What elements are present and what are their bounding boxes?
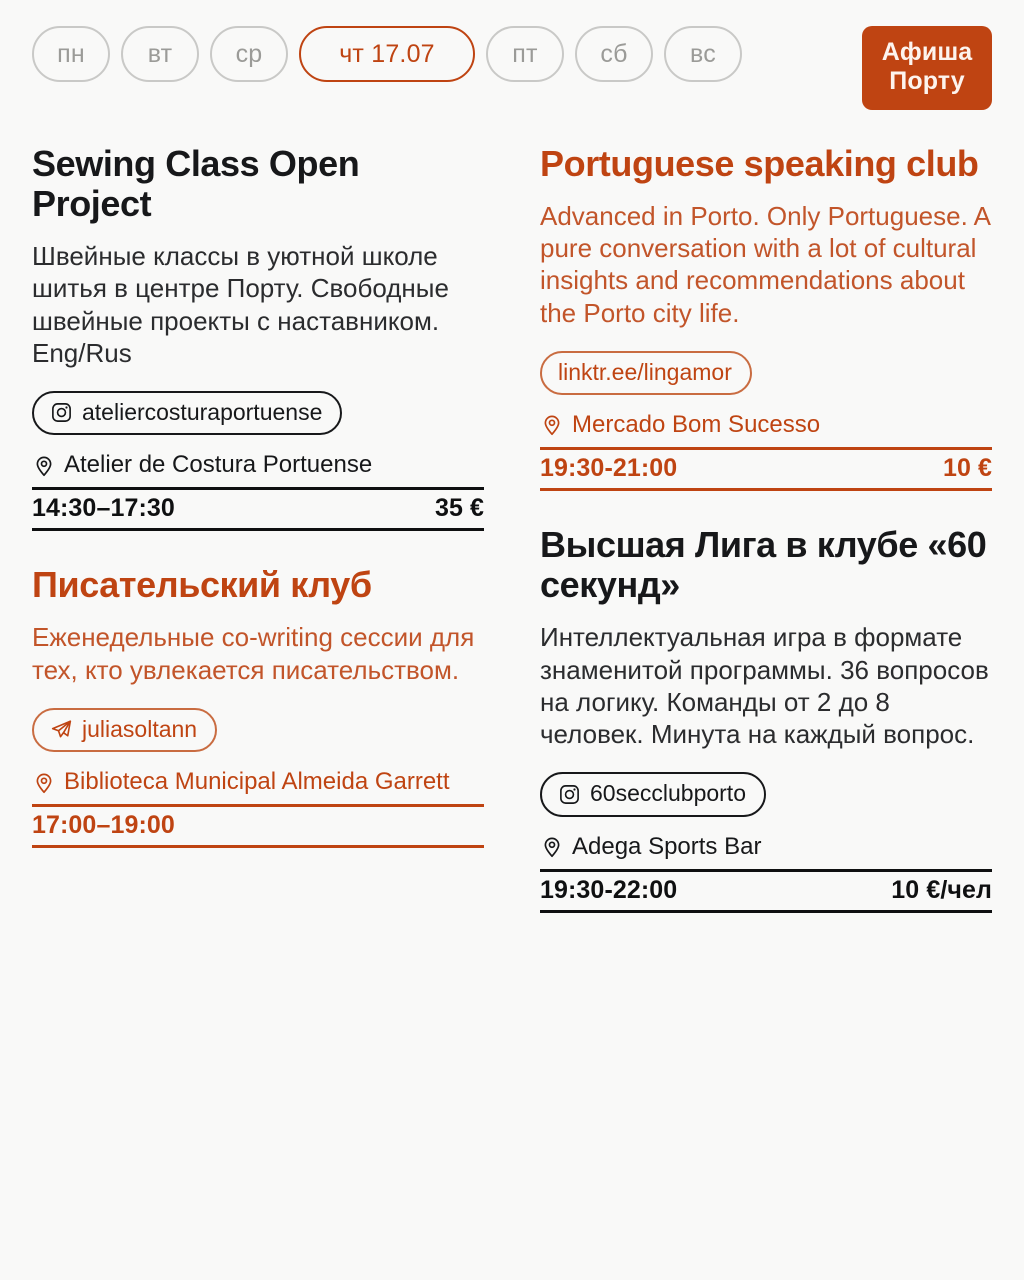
- column-right: [540, 144, 992, 947]
- day-chip-5[interactable]: сб: [575, 26, 653, 82]
- event-price: 10 €/чел: [891, 875, 992, 904]
- column-left: [32, 144, 484, 883]
- contact-pill[interactable]: [540, 772, 766, 816]
- time-price-row: [540, 447, 992, 491]
- contact-pill-row: [540, 351, 992, 395]
- event-title: Portuguese speaking club: [540, 142, 979, 184]
- event-time: 17:00–19:00: [32, 811, 175, 840]
- event-price: 35 €: [434, 494, 484, 523]
- location-pin-icon: [32, 771, 56, 795]
- day-chip-4[interactable]: пт: [486, 26, 564, 82]
- contact-pill[interactable]: [32, 391, 342, 435]
- contact-pill-label: ateliercosturaportuense: [82, 399, 323, 426]
- instagram-icon: [558, 783, 581, 806]
- contact-pill[interactable]: [540, 351, 752, 395]
- venue-label: Biblioteca Municipal Almeida Garrett: [64, 768, 450, 796]
- event-title: Sewing Class Open Project: [32, 142, 360, 224]
- location-pin-icon: [32, 454, 56, 478]
- event-description: Швейные классы в уютной школе шитья в центре Порту. Свободные швейные проекты с наставником. Eng/Rus: [32, 241, 449, 368]
- event-title: Высшая Лига в клубе «60 секунд»: [540, 523, 987, 606]
- location-pin-icon: [540, 413, 564, 437]
- event-description: Advanced in Porto. Only Portuguese. A pure conversation with a lot of cultural insights and recommendations about the Porto city life.: [540, 200, 990, 328]
- event-price: 10 €: [942, 453, 992, 482]
- contact-pill[interactable]: [32, 708, 217, 752]
- day-chip-2[interactable]: ср: [210, 26, 288, 82]
- event-card: [540, 525, 992, 913]
- event-title: Писательский клуб: [32, 564, 372, 606]
- venue-label: Mercado Bom Sucesso: [572, 411, 821, 439]
- day-chip-0[interactable]: пн: [32, 26, 110, 82]
- event-time: 14:30–17:30: [32, 494, 175, 523]
- time-price-row: [32, 804, 484, 848]
- event-description: Интеллектуальная игра в формате знаменитой программы. 36 вопросов на логику. Команды от 2 до 8 человек. Минута на каждый вопрос.: [540, 622, 989, 750]
- day-chip-1[interactable]: вт: [121, 26, 199, 82]
- event-card: [540, 144, 992, 491]
- venue-row: [540, 833, 992, 869]
- contact-pill-label: linktr.ee/lingamor: [558, 358, 732, 385]
- contact-pill-row: [32, 708, 484, 752]
- contact-pill-row: [540, 772, 992, 816]
- header: [0, 0, 1024, 110]
- venue-row: [540, 411, 992, 447]
- cards-grid: [0, 110, 1024, 947]
- event-description: Еженедельные co-writing сессии для тех, кто увлекается писательством.: [32, 622, 475, 685]
- venue-label: Adega Sports Bar: [572, 832, 762, 860]
- venue-label: Atelier de Costura Portuense: [64, 451, 373, 479]
- brand-line-1: Афиша: [881, 38, 973, 66]
- venue-row: [32, 451, 484, 487]
- time-price-row: [540, 869, 992, 913]
- time-price-row: [32, 487, 484, 531]
- day-chip-3-selected[interactable]: чт 17.07: [299, 26, 475, 82]
- day-chip-6[interactable]: вс: [664, 26, 742, 82]
- day-selector: [32, 26, 742, 82]
- contact-pill-row: [32, 391, 484, 435]
- brand-line-2: Порту: [889, 66, 965, 95]
- event-time: 19:30-22:00: [540, 875, 678, 904]
- event-card: [32, 144, 484, 532]
- venue-row: [32, 768, 484, 804]
- contact-pill-label: juliasoltann: [82, 715, 198, 742]
- contact-pill-label: 60secclubporto: [590, 780, 746, 807]
- location-pin-icon: [540, 835, 564, 859]
- event-time: 19:30-21:00: [540, 453, 678, 482]
- instagram-icon: [50, 401, 73, 424]
- telegram-icon: [50, 718, 73, 741]
- brand-badge[interactable]: [862, 26, 992, 110]
- event-card: [32, 565, 484, 848]
